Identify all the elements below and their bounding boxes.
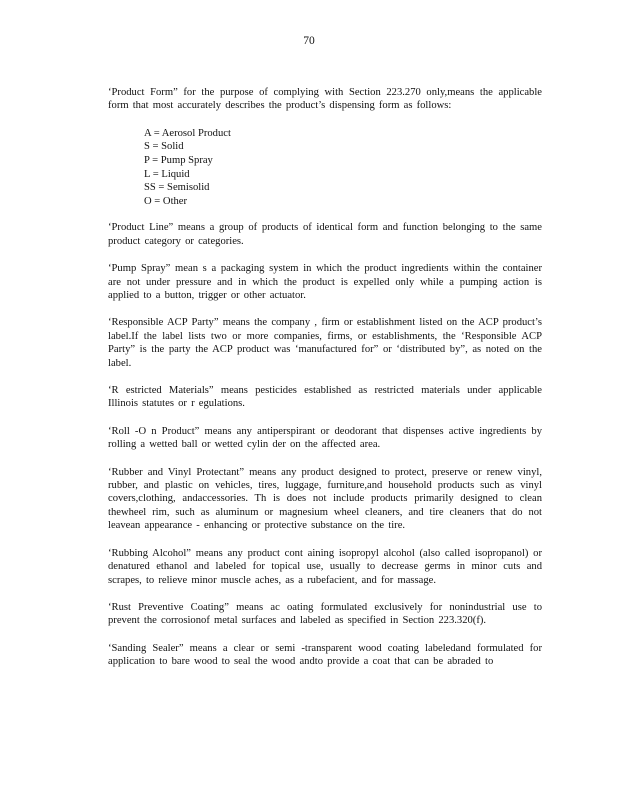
form-code-item: SS = Semisolid (144, 182, 210, 194)
definition-restricted-materials: ‘R estricted Materials” means pesticides established as restricted materials under applicable Illinois statutes or r egulations. (108, 385, 542, 410)
form-code-item: L = Liquid (144, 168, 190, 180)
definition-sanding-sealer: ‘Sanding Sealer” means a clear or semi -transparent wood coating labeledand formulated for application to bare wood to seal the wood andto provide a coat that can be abraded to (108, 642, 542, 668)
page-number: 70 (303, 35, 315, 47)
definition-product-line: ‘Product Line” means a group of products of identical form and function belonging to the same product category or categories. (108, 222, 542, 247)
definition-rubbing-alcohol: ‘Rubbing Alcohol” means any product cont aining isopropyl alcohol (also called isopropanol) or denatured ethanol and labeled for topical use, usually to decrease germs in minor cuts and scrapes, to relieve minor muscle aches, as a rubefacient, and for massage. (108, 547, 542, 586)
definition-responsible-acp-party: ‘Responsible ACP Party” means the company , firm or establishment listed on the ACP product’s label.If the label lists two or more companies, firms, or establishments, the ‘Responsible ACP Party” is the party the ACP product was ‘manufactured for” or ‘distributed by”, as noted on the label. (108, 317, 542, 369)
definition-rubber-vinyl-protectant: ‘Rubber and Vinyl Protectant” means any product designed to protect, preserve or renew vinyl, rubber, and plastic on vehicles, tires, luggage, furniture,and household products such as vinyl covers,clothing, andaccessories. Th is does not include products primarily designed to clean thewheel rim, such as aluminum or magnesium wheel cleaners, and tire cleaners that do not leavean appearance - enhancing or protective substance on the tire. (108, 466, 542, 532)
product-form-code-list (144, 127, 542, 209)
form-code-item: O = Other (144, 195, 188, 207)
definition-pump-spray: ‘Pump Spray” mean s a packaging system in which the product ingredients within the container are not under pressure and in which the product is expelled only while a pumping action is applied to a button, trigger or other actuator. (108, 263, 542, 301)
page-content (108, 86, 542, 683)
definition-roll-on-product: ‘Roll -O n Product” means any antiperspirant or deodorant that dispenses active ingredients by rolling a wetted ball or wetted cylin der on the affected area. (108, 425, 542, 451)
definition-product-form: ‘Product Form” for the purpose of complying with Section 223.270 only,means the applicable form that most accurately describes the product’s dispensing form as follows: (108, 87, 542, 112)
form-code-item: A = Aerosol Product (144, 127, 231, 139)
form-code-item: S = Solid (144, 141, 184, 153)
definition-rust-preventive-coating: ‘Rust Preventive Coating” means ac oating formulated exclusively for nonindustrial use to prevent the corrosionof metal surfaces and labeled as specified in Section 223.320(f). (108, 601, 542, 627)
form-code-item: P = Pump Spray (144, 155, 213, 166)
